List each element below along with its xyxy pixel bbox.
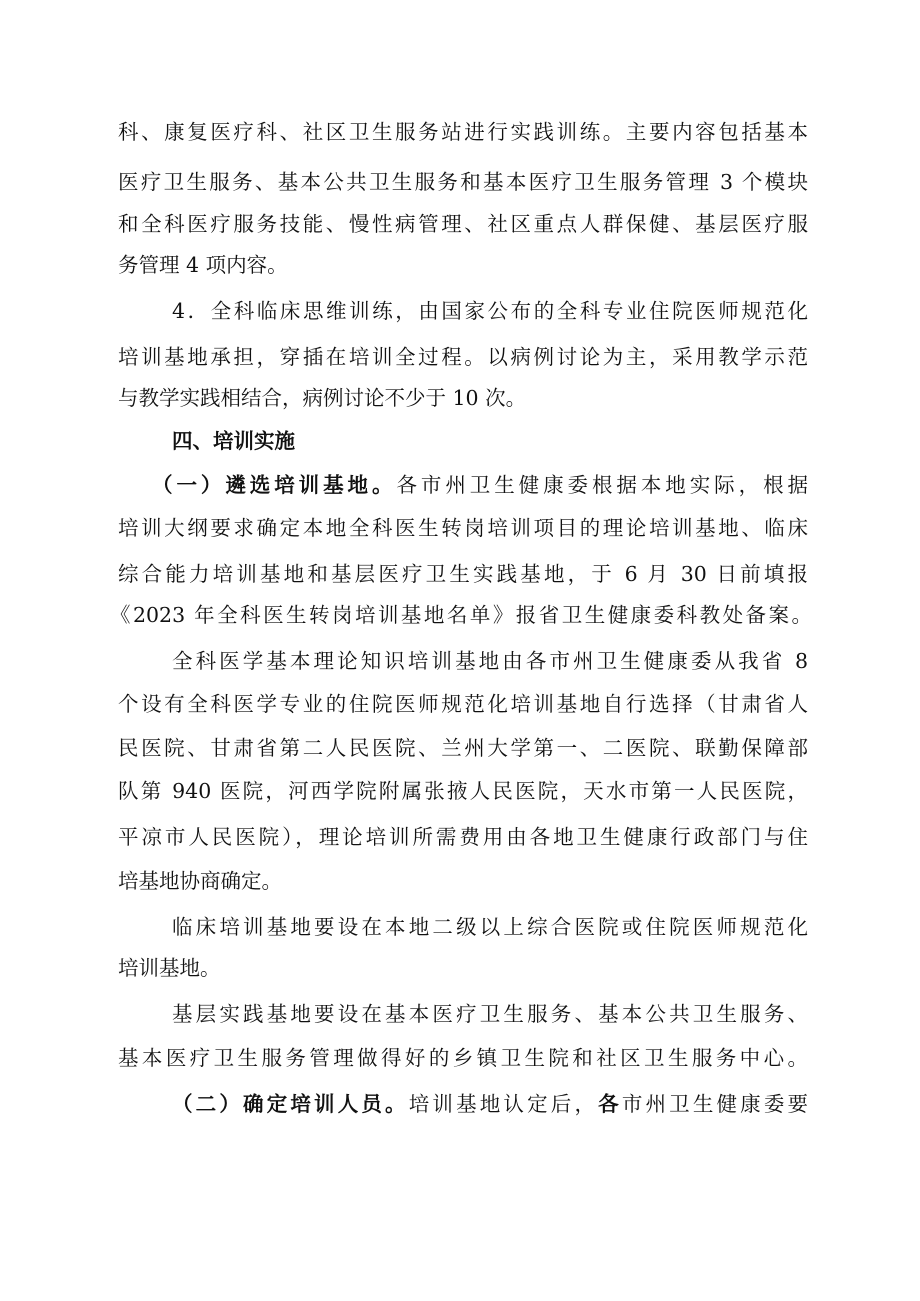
text-line: 培训基地承担，穿插在培训全过程。以病例讨论为主，采用教学示范 bbox=[118, 345, 808, 369]
text-line: 培训大纲要求确定本地全科医生转岗培训项目的理论培训基地、临床 bbox=[118, 516, 808, 540]
text-line: 个设有全科医学专业的住院医师规范化培训基地自行选择（甘肃省人 bbox=[118, 692, 808, 716]
text-run: 培训基地认定后， bbox=[408, 1092, 599, 1116]
text-line: 队第 940 医院，河西学院附属张掖人民医院，天水市第一人民医院， bbox=[118, 779, 808, 803]
text-line: 和全科医疗服务技能、慢性病管理、社区重点人群保健、基层医疗服 bbox=[118, 212, 808, 236]
text-line: 《2023 年全科医生转岗培训基地名单》报省卫生健康委科教处备案。 bbox=[110, 603, 812, 627]
text-line: 与教学实践相结合，病例讨论不少于 10 次。 bbox=[118, 386, 527, 410]
subheading-confirm-trainees: （二）确定培训人员。 bbox=[172, 1092, 409, 1116]
section-heading: 四、培训实施 bbox=[172, 429, 295, 453]
text-line: 平凉市人民医院），理论培训所需费用由各地卫生健康行政部门与住 bbox=[118, 825, 808, 849]
subsection-line-1 bbox=[152, 470, 808, 500]
text-run: 各市州卫生健康委根据本地实际，根据 bbox=[396, 473, 809, 497]
text-line: 务管理 4 项内容。 bbox=[118, 253, 288, 277]
text-line: 培基地协商确定。 bbox=[118, 869, 282, 893]
text-line: 民医院、甘肃省第二人民医院、兰州大学第一、二医院、联勤保障部 bbox=[118, 736, 808, 760]
list-item-4-line: 4．全科临床思维训练，由国家公布的全科专业住院医师规范化 bbox=[172, 299, 808, 323]
text-line: 临床培训基地要设在本地二级以上综合医院或住院医师规范化 bbox=[172, 915, 808, 939]
text-line: 科、康复医疗科、社区卫生服务站进行实践训练。主要内容包括基本 bbox=[118, 120, 808, 144]
text-line: 全科医学基本理论知识培训基地由各市州卫生健康委从我省 8 bbox=[172, 649, 808, 673]
subheading-select-bases: （一）遴选培训基地。 bbox=[152, 473, 397, 497]
text-line: 培训基地。 bbox=[118, 956, 221, 980]
text-line: 医疗卫生服务、基本公共卫生服务和基本医疗卫生服务管理 3 个模块 bbox=[118, 170, 808, 194]
bold-word: 各 bbox=[598, 1092, 622, 1116]
text-line: 综合能力培训基地和基层医疗卫生实践基地，于 6 月 30 日前填报 bbox=[118, 562, 808, 586]
text-line: 基层实践基地要设在基本医疗卫生服务、基本公共卫生服务、 bbox=[172, 1002, 808, 1026]
subsection-line-2 bbox=[172, 1089, 808, 1119]
text-run: 市州卫生健康委要 bbox=[621, 1092, 809, 1116]
text-line: 基本医疗卫生服务管理做得好的乡镇卫生院和社区卫生服务中心。 bbox=[118, 1046, 808, 1070]
